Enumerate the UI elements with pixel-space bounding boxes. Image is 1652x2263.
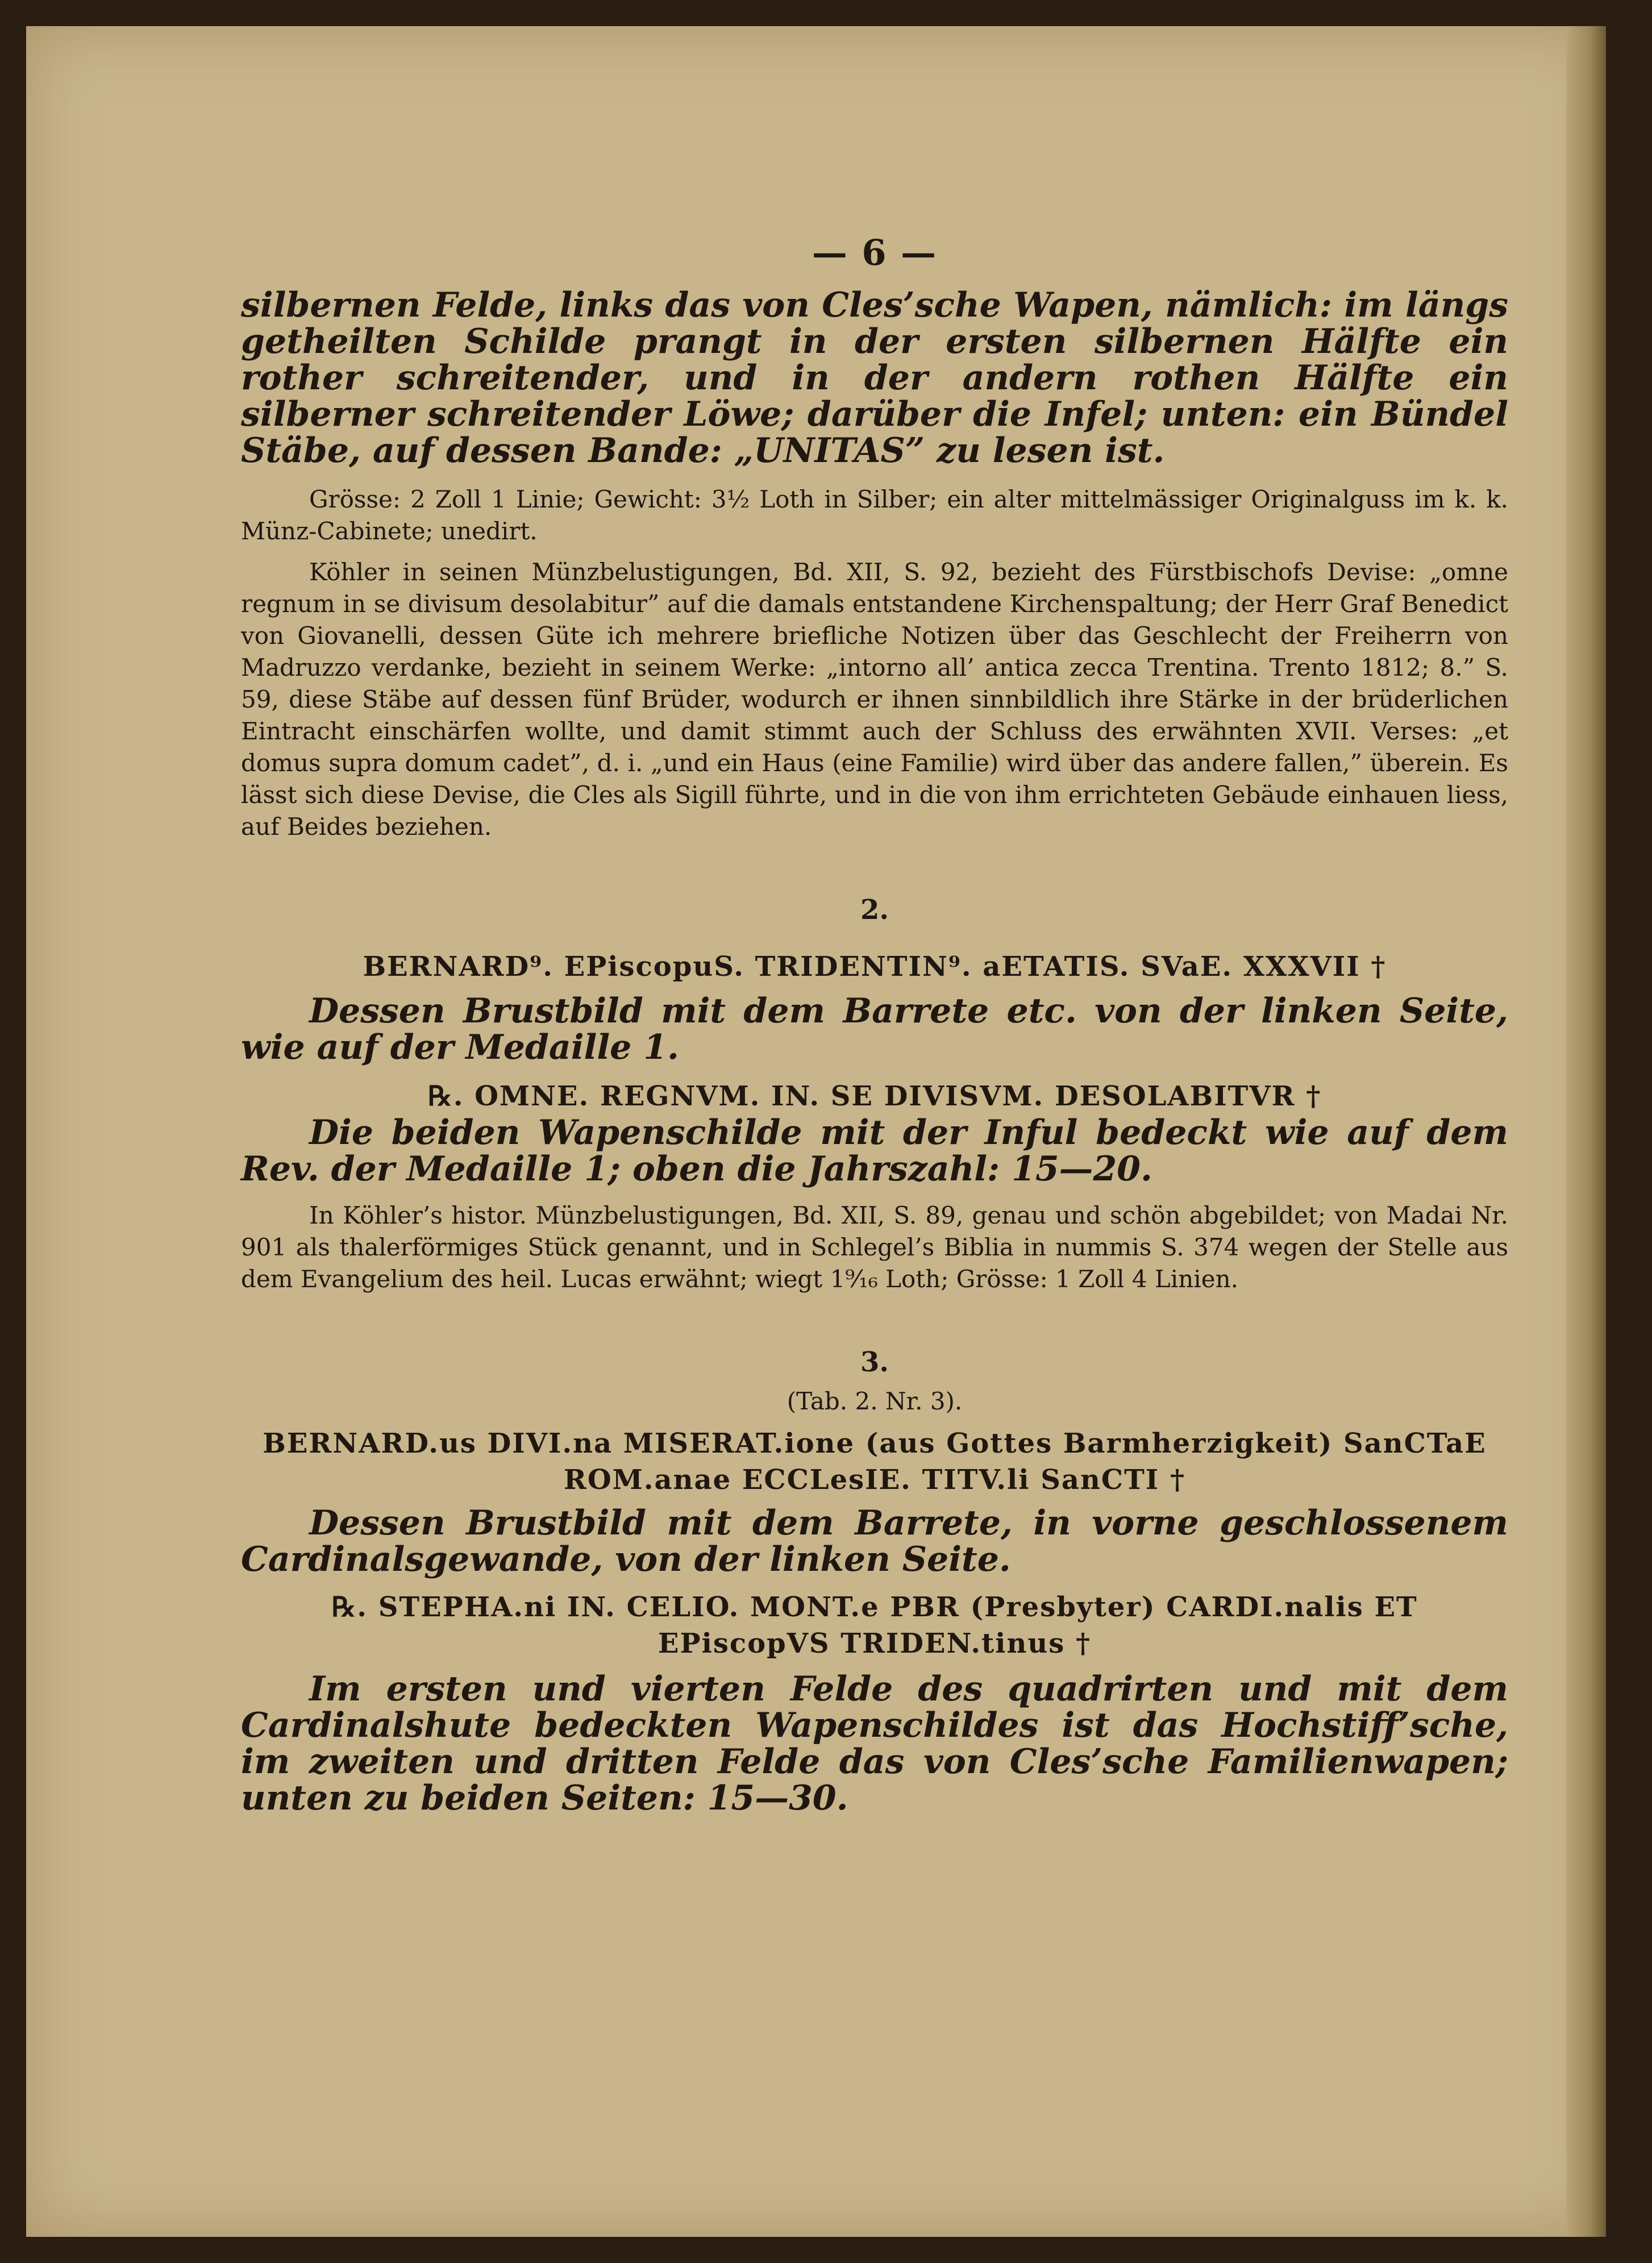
item2-reverse-description: Die beiden Wapenschilde mit der Inful bedeckt wie auf dem Rev. der Medaille 1; oben die Jahrszahl: 15—20. [241, 1113, 1508, 1189]
book-page [26, 26, 1606, 2237]
item2-reverse-legend: ℞. OMNE. REGNVM. IN. SE DIVISVM. DESOLABITVR † [427, 1080, 1322, 1112]
page-number: — 6 — [812, 232, 938, 273]
item2-number: 2. [860, 894, 889, 926]
item3-table-ref: (Tab. 2. Nr. 3). [787, 1387, 963, 1415]
item1-description: silbernen Felde, links das von Cles’sche Wapen, nämlich: im längs getheilten Schilde prangt in der ersten silbernen Hälfte ein rother schreitender, und in der andern rothen Hälfte ein silberner schreitender Löwe; darüber die Infel; unten: ein Bündel Stäbe, auf dessen Bande: „UNITAS” zu lesen ist. [241, 285, 1508, 471]
item3-number: 3. [860, 1346, 889, 1378]
item1-size-note: Grösse: 2 Zoll 1 Linie; Gewicht: 3½ Loth in Silber; ein alter mittelmässiger Originalguss im k. k. Münz-Cabinete; unedirt. [241, 485, 1508, 545]
item3-reverse-legend: ℞. STEPHA.ni IN. CELIO. MONT.e PBR (Presbyter) CARDI.nalis ET EPiscopVS TRIDEN.tinus † [331, 1591, 1418, 1659]
item3-obverse-legend: BERNARD.us DIVI.na MISERAT.ione (aus Gottes Barmherzigkeit) SanCTaE ROM.anae ECCLesIE. TITV.li SanCTI † [263, 1428, 1487, 1496]
item3-obverse-description: Dessen Brustbild mit dem Barrete, in vorne geschlossenem Cardinalsgewande, von der linken Seite. [241, 1503, 1508, 1579]
item2-obverse-description: Dessen Brustbild mit dem Barrete etc. von der linken Seite, wie auf der Medaille 1. [241, 991, 1508, 1067]
item2-note: In Köhler’s histor. Münzbelustigungen, Bd. XII, S. 89, genau und schön abgebildet; von Madai Nr. 901 als thalerförmiges Stück genannt, und in Schlegel’s Biblia in nummis S. 374 wegen der Stelle aus dem Evangelium des heil. Lucas erwähnt; wiegt 1⁹⁄₁₆ Loth; Grösse: 1 Zoll 4 Linien. [241, 1201, 1508, 1293]
page-content [241, 232, 1508, 1816]
item3-reverse-description: Im ersten und vierten Felde des quadrirten und mit dem Cardinalshute bedeckten Wapenschildes ist das Hochstiff’sche, im zweiten und dritten Felde das von Cles’sche Familienwapen; unten zu beiden Seiten: 15—30. [241, 1669, 1508, 1818]
item2-obverse-legend: BERNARD⁹. EPiscopuS. TRIDENTIN⁹. aETATIS. SVaE. XXXVII † [363, 951, 1387, 983]
item1-commentary: Köhler in seinen Münzbelustigungen, Bd. XII, S. 92, bezieht des Fürstbischofs Devise: „omne regnum in se divisum desolabitur” auf die damals entstandene Kirchenspaltung; der Herr Graf Benedict von Giovanelli, dessen Güte ich mehrere briefliche Notizen über das Geschlecht der Freiherrn von Madruzzo verdanke, bezieht in seinem Werke: „intorno all’ antica zecca Trentina. Trento 1812; 8.” S. 59, diese Stäbe auf dessen fünf Brüder, wodurch er ihnen sinnbildlich ihre Stärke in der brüderlichen Eintracht einschärfen wollte, und damit stimmt auch der Schluss des erwähnten XVII. Verses: „et domus supra domum cadet”, d. i. „und ein Haus (eine Familie) wird über das andere fallen,” überein. Es lässt sich diese Devise, die Cles als Sigill führte, und in die von ihm errichteten Gebäude einhauen liess, auf Beides beziehen. [241, 558, 1508, 841]
page-spine-edge [1566, 26, 1606, 2237]
